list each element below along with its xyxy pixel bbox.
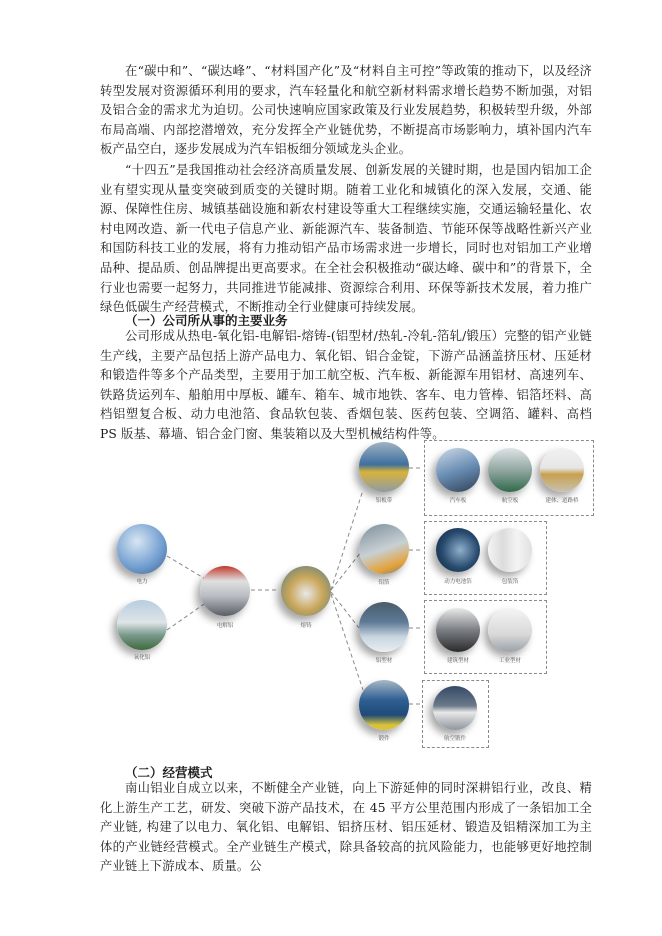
node-aviation-sheet xyxy=(488,448,532,492)
node-industrial-profile xyxy=(488,608,532,652)
label-electricity: 电力 xyxy=(136,579,148,585)
paragraph-main-business: 公司形成从热电-氧化铝-电解铝-熔铸-(铝型材/热轧-冷轧-箔轧/锻压）完整的铝产业链生产线，主要产品包括上游产品电力、氧化铝、铝合金锭，下游产品涵盖挤压材、压延材和锻造件等多个产品类型，主要用于加工航空板、汽车板、新能源车用铝材、高速列车、铁路货运列车、船舶用中厚板、罐车、箱车、城市地铁、客车、电力管棒、铝箔坯料、高档铝塑复合板、动力电池箔、食品软包装、香烟包装、医药包装、空调箔、罐料、高档 PS 版基、幕墙、铝合金门窗、集装箱以及大型机械结构件等。 xyxy=(100,329,592,441)
label-electrolytic-aluminum: 电解铝 xyxy=(216,623,234,629)
node-alumina xyxy=(117,600,167,650)
label-aviation-forging: 航空锻件 xyxy=(443,736,466,742)
label-aluminum-profile: 铝型材 xyxy=(375,658,393,664)
label-aluminum-strip: 铝板带 xyxy=(375,498,393,504)
label-power-battery-foil: 动力电池箔 xyxy=(444,579,472,585)
node-power-battery-foil xyxy=(436,528,480,572)
node-casting xyxy=(281,566,331,616)
paragraph-14th-five-year: “十四五”是我国推动社会经济高质量发展、创新发展的关键时期，也是国内铝加工企业有望实现从量变突破到质变的关键时期。随着工业化和城镇化的深入发展，交通、能源、保障性住房、城镇基础设施和新农村建设等重大工程继续实施，交通运输轻量化、农村电网改造、新一代电子信息产业、新能源汽车、装备制造、节能环保等战略性新兴产业和国防科技工业的发展，将有力推动铝产品市场需求进一步增长，同时也对铝加工产业增品种、提品质、创品牌提出更高要求。在全社会积极推动“碳达峰、碳中和”的背景下，全行业也需要一起努力，共同推进节能减排、资源综合利用、环保等新技术发展，着力推广绿色低碳生产经营模式，不断推动全行业健康可持续发展。 xyxy=(100,163,592,315)
node-aluminum-profile xyxy=(359,602,409,652)
label-aluminum-foil: 铝箔 xyxy=(378,580,390,586)
node-building-profile xyxy=(436,608,480,652)
node-construction-road-bridge xyxy=(540,448,584,492)
label-aviation-sheet: 航空板 xyxy=(501,498,519,504)
label-casting: 熔铸 xyxy=(300,623,312,629)
section-heading-business-model: （二）经营模式 xyxy=(125,765,213,780)
node-aluminum-strip xyxy=(359,442,409,492)
paragraph-policy: 在“碳中和”、“碳达峰”、“材料国产化”及“材料自主可控”等政策的推动下，以及经济转型发展对资源循环利用的要求，汽车轻量化和航空新材料需求增长趋势不断加强，对铝及铝合金的需求尤为迫切。公司快速响应国家政策及行业发展趋势，积极转型升级，外部布局高端、内部挖潜增效，充分发挥全产业链优势，不断提高市场影响力，填补国内汽车板产品空白，逐步发展成为汽车铝板细分领域龙头企业。 xyxy=(100,64,592,157)
node-forging xyxy=(359,680,409,730)
label-automotive-sheet: 汽车板 xyxy=(449,498,467,504)
node-aviation-forging xyxy=(433,686,477,730)
industry-chain-diagram xyxy=(95,432,615,752)
section-heading-main-business: （一）公司所从事的主要业务 xyxy=(125,313,288,328)
node-electrolytic-aluminum xyxy=(200,566,250,616)
node-electricity xyxy=(117,524,167,574)
node-packaging-foil xyxy=(488,528,532,572)
label-building-profile: 建筑型材 xyxy=(446,658,469,664)
node-aluminum-foil xyxy=(359,524,409,574)
paragraph-business-model: 南山铝业自成立以来，不断健全产业链，向上下游延伸的同时深耕铝行业，改良、精化上游生产工艺，研发、突破下游产品技术，在 45 平方公里范围内形成了一条铝加工全产业链, 构建了以电力、氧化铝、电解铝、铝挤压材、铝压延材、锻造及铝精深加工为主体的产业链经营模式。全产业链生产模式，除具备较高的抗风险能力，也能够更好地控制产业链上下游成本、质量。公 xyxy=(100,781,592,874)
label-forging: 锻件 xyxy=(378,736,390,742)
label-industrial-profile: 工业型材 xyxy=(498,658,521,664)
label-alumina: 氧化铝 xyxy=(133,655,151,661)
node-automotive-sheet xyxy=(436,448,480,492)
label-construction-road-bridge: 建体、道路桥 xyxy=(545,498,579,504)
label-packaging-foil: 包装箔 xyxy=(501,579,519,585)
